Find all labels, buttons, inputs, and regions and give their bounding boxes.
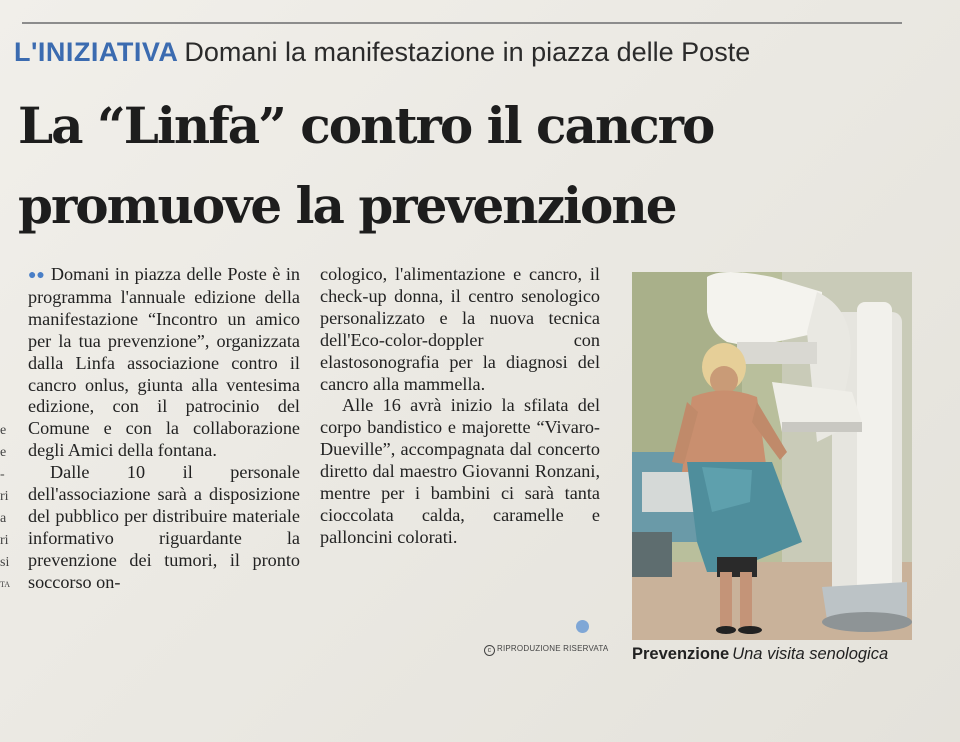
kicker-row (14, 36, 750, 68)
copyright-text: RIPRODUZIONE RISERVATA (497, 644, 609, 653)
edge-fragment: a (0, 511, 7, 526)
edge-fragment: ri (0, 489, 9, 504)
edge-fragment: e (0, 445, 7, 460)
article-column-1 (28, 264, 300, 594)
mammography-photo-illustration (632, 272, 912, 640)
edge-fragment: TA (0, 580, 11, 589)
bullet-marker-icon: ●● (28, 268, 45, 283)
edge-fragment: ri (0, 533, 9, 548)
photo-caption (632, 645, 888, 664)
top-rule (22, 22, 902, 24)
column1-paragraph-1 (28, 264, 300, 462)
caption-text: Una visita senologica (732, 645, 889, 663)
copyright-notice (484, 644, 608, 656)
headline-line-2: promuove la prevenzione (18, 176, 676, 235)
article-end-dot-icon (576, 620, 589, 633)
left-edge-fragments (0, 420, 12, 596)
article-subtitle: Domani la manifestazione in piazza delle Poste (184, 37, 751, 67)
caption-label: Prevenzione (632, 645, 730, 663)
article-headline (18, 86, 918, 246)
article-column-2 (320, 264, 600, 549)
column2-paragraph-2: Alle 16 avrà inizio la sfilata del corpo bandistico e majorette “Vivaro-Dueville”, accompagnata dal concerto diretto dal maestro Giovanni Ronzani, mentre per i bambini ci sarà tanta cioccolata calda, caramelle e palloncini colorati. (320, 395, 600, 547)
copyright-icon: c (484, 645, 495, 656)
section-kicker: L'INIZIATIVA (14, 37, 179, 67)
edge-fragment: e (0, 423, 7, 438)
edge-fragment: si (0, 555, 10, 570)
edge-fragment: - (0, 467, 5, 482)
column2-paragraph-1: cologico, l'alimentazione e cancro, il check-up donna, il centro senologico personalizzato e la nuova tecnica dell'Eco-color-doppler con elastosonografia per la diagnosi del cancro alla mammella. (320, 264, 600, 394)
column1-paragraph-2: Dalle 10 il personale dell'associazione sarà a disposizione del pubblico per distribuire materiale informativo riguardante la prevenzione dei tumori, il pronto soccorso on- (28, 462, 300, 592)
column1-paragraph-1-text: Domani in piazza delle Poste è in programma l'annuale edizione della manifestazione “Incontro un amico per la tua prevenzione”, organizzata dalla Linfa associazione contro il cancro onlus, giunta alla ventesima edizione, con il patrocinio del Comune e con la collaborazione degli Amici della fontana. (28, 264, 300, 461)
article-photo (632, 272, 912, 640)
headline-line-1: La “Linfa” contro il cancro (18, 96, 714, 155)
